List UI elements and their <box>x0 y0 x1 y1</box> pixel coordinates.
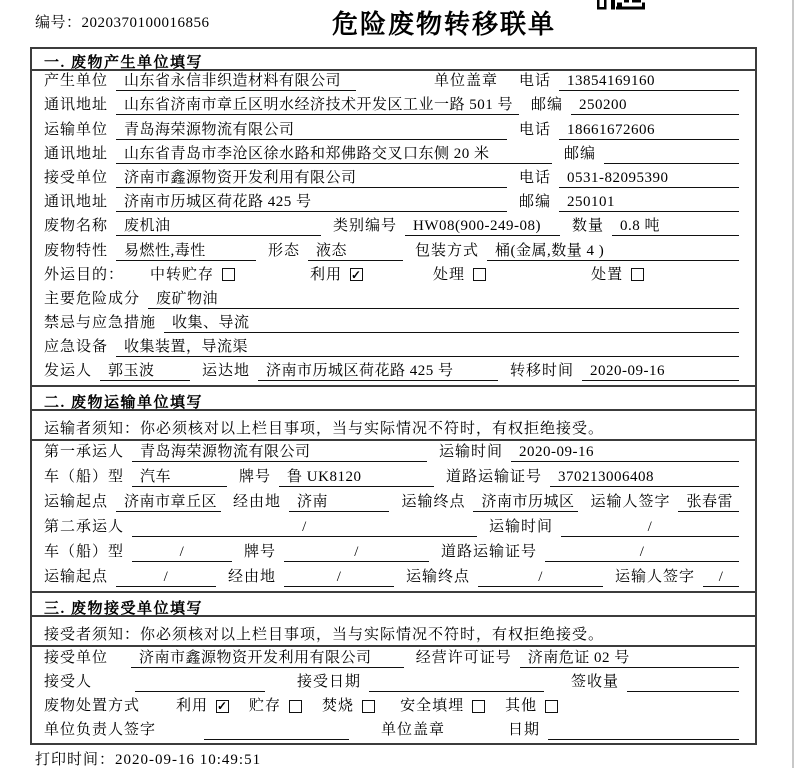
receiver-row-1 <box>32 672 755 696</box>
license-number-label: 经营许可证号 <box>415 649 512 666</box>
generator-row-10 <box>32 313 755 337</box>
carrier-signature2-field: / <box>703 568 739 587</box>
carrier-signature-label: 运输人签字 <box>590 494 671 511</box>
transport-address-field: 山东省青岛市李沧区徐水路和郑佛路交叉口东侧 20 米 <box>116 145 552 164</box>
manager-signature-field <box>204 721 349 740</box>
transport-phone-field: 18661672606 <box>559 121 739 140</box>
road-permit-label: 道路运输证号 <box>446 469 543 486</box>
second-carrier-label: 第二承运人 <box>44 519 125 536</box>
waste-property-field: 易燃性,毒性 <box>116 242 256 261</box>
road-permit2-field: / <box>545 543 739 562</box>
category-code-field: HW08(900-249-08) <box>405 217 560 236</box>
generator-row-0 <box>32 71 755 95</box>
transporter-row-1 <box>32 466 755 491</box>
transport-postcode-field <box>604 145 739 164</box>
purpose-transfer-storage-checkbox-label: 中转贮存 <box>150 266 215 283</box>
license-number-field: 济南危证 02 号 <box>520 649 739 668</box>
transport-unit-field: 青岛海荣源物流有限公司 <box>116 121 507 140</box>
serial-number-label: 编号： <box>35 15 82 31</box>
accept-person-field <box>135 673 265 692</box>
quantity-field: 0.8 吨 <box>612 217 739 236</box>
physical-state-label: 形态 <box>268 242 301 259</box>
vehicle-type2-label: 车（船）型 <box>44 544 125 561</box>
physical-state-field: 液态 <box>308 242 403 261</box>
generator-address-field: 山东省济南市章丘区明水经济技术开发区工业一路 501 号 <box>116 96 519 115</box>
consignor-field: 郭玉波 <box>100 362 190 381</box>
unit-seal2-label: 单位盖章 <box>381 722 446 739</box>
carrier-signature2-label: 运输人签字 <box>615 569 696 586</box>
transporter-row-4 <box>32 541 755 566</box>
purpose-dispose-checkbox-box <box>631 268 644 281</box>
main-hazard-label: 主要危险成分 <box>44 290 141 307</box>
receiver-postcode-field: 250101 <box>559 193 739 212</box>
emergency-equipment-label: 应急设备 <box>44 339 109 356</box>
road-permit-field: 370213006408 <box>550 468 739 487</box>
section-header-generator: 一. 废物产生单位填写 <box>32 49 755 71</box>
waste-property-label: 废物特性 <box>44 242 109 259</box>
purpose-dispose-checkbox-label: 处置 <box>591 266 624 283</box>
origin2-field: / <box>116 568 216 587</box>
purpose-utilize-checkbox-box: ✓ <box>351 267 363 282</box>
receiver-unit-label: 接受单位 <box>44 169 109 186</box>
transport-phone-label: 电话 <box>518 121 551 138</box>
first-carrier-field: 青岛海荣源物流有限公司 <box>132 443 427 462</box>
terminal2-field: / <box>478 568 603 587</box>
purpose-treat-checkbox <box>433 266 486 285</box>
transport-date2-field: / <box>561 518 739 537</box>
receiver-notice: 接受者须知：你必须核对以上栏目事项，当与实际情况不符时，有权拒绝接受。 <box>32 617 755 647</box>
via-field: 济南 <box>289 493 389 512</box>
generator-row-11 <box>32 337 755 361</box>
transporter-row-0 <box>32 441 755 466</box>
transporter-row-3 <box>32 516 755 541</box>
emergency-measures-label: 禁忌与应急措施 <box>44 315 157 332</box>
print-time <box>35 748 261 769</box>
vehicle-type2-field: / <box>132 543 232 562</box>
receiver-phone-field: 0531-82095390 <box>559 169 739 188</box>
disposal-secure-landfill-checkbox-label: 安全填埋 <box>400 698 465 714</box>
plate-number2-field: / <box>284 543 429 562</box>
receiver-phone-label: 电话 <box>518 169 551 186</box>
disposal-utilize-checkbox-label: 利用 <box>176 698 209 714</box>
generator-postcode-field: 250200 <box>571 96 739 115</box>
disposal-store-checkbox-box <box>289 700 302 713</box>
disposal-other-checkbox-label: 其他 <box>505 698 538 714</box>
terminal-field: 济南市历城区 <box>473 493 578 512</box>
main-hazard-field: 废矿物油 <box>148 290 739 309</box>
window-right-edge <box>792 0 794 768</box>
receiver-row-2 <box>32 696 755 720</box>
accept-unit-field: 济南市鑫源物资开发利用有限公司 <box>131 649 404 668</box>
disposal-utilize-checkbox-box: ✓ <box>217 699 229 713</box>
plate-number-field: 鲁 UK8120 <box>279 468 434 487</box>
origin-label: 运输起点 <box>44 494 109 511</box>
receiver-postcode-label: 邮编 <box>518 194 551 211</box>
vehicle-type-field: 汽车 <box>132 468 227 487</box>
generator-row-8 <box>32 265 755 289</box>
print-time-label: 打印时间： <box>35 752 116 768</box>
generator-row-4 <box>32 168 755 192</box>
section-header-transporter: 二. 废物运输单位填写 <box>32 385 755 411</box>
disposal-incinerate-checkbox-label: 焚烧 <box>322 698 355 714</box>
generator-row-1 <box>32 95 755 119</box>
generator-row-6 <box>32 216 755 240</box>
receiver-row-3 <box>32 720 755 744</box>
packing-method-field: 桶(金属,数量 4 ) <box>487 242 739 261</box>
terminal-label: 运输终点 <box>401 494 466 511</box>
seal-date-label: 日期 <box>508 722 541 739</box>
destination-field: 济南市历城区荷花路 425 号 <box>258 362 498 381</box>
waste-name-field: 废机油 <box>116 217 321 236</box>
origin2-label: 运输起点 <box>44 569 109 586</box>
second-carrier-field: / <box>132 518 477 537</box>
disposal-secure-landfill-checkbox <box>400 697 485 716</box>
seal-date-field <box>548 721 739 740</box>
disposal-store-checkbox-label: 贮存 <box>249 698 282 714</box>
road-permit2-label: 道路运输证号 <box>441 544 538 561</box>
generator-row-12 <box>32 361 755 385</box>
disposal-other-checkbox-box <box>545 700 558 713</box>
purpose-treat-checkbox-label: 处理 <box>433 266 466 283</box>
generator-row-7 <box>32 240 755 264</box>
serial-number-value: 2020370100016856 <box>81 15 210 31</box>
generator-phone-field: 13854169160 <box>559 72 739 91</box>
quantity-label: 数量 <box>572 218 605 235</box>
purpose-treat-checkbox-box <box>473 268 486 281</box>
packing-method-label: 包装方式 <box>415 242 480 259</box>
disposal-store-checkbox <box>249 697 302 716</box>
consignor-label: 发运人 <box>44 363 93 380</box>
form-table <box>30 47 757 745</box>
receiver-address-field: 济南市历城区荷花路 425 号 <box>116 193 507 212</box>
received-quantity-field <box>627 673 739 692</box>
transport-date-field: 2020-09-16 <box>511 443 739 462</box>
unit-seal-label: 单位盖章 <box>434 73 499 90</box>
transfer-date-field: 2020-09-16 <box>582 362 739 381</box>
disposal-secure-landfill-checkbox-box <box>472 700 485 713</box>
disposal-incinerate-checkbox-box <box>362 700 375 713</box>
receiver-row-0 <box>32 647 755 671</box>
disposal-other-checkbox <box>505 697 558 716</box>
transporter-row-5 <box>32 566 755 591</box>
purpose-dispose-checkbox <box>591 266 644 285</box>
disposal-utilize-checkbox <box>176 697 229 716</box>
generator-row-9 <box>32 289 755 313</box>
first-carrier-label: 第一承运人 <box>44 444 125 461</box>
generator-row-5 <box>32 192 755 216</box>
received-quantity-label: 签收量 <box>571 673 620 690</box>
via2-label: 经由地 <box>228 569 277 586</box>
print-time-value: 2020-09-16 10:49:51 <box>115 752 262 768</box>
generator-address-label: 通讯地址 <box>44 97 109 114</box>
terminal2-label: 运输终点 <box>406 569 471 586</box>
vehicle-type-label: 车（船）型 <box>44 469 125 486</box>
accept-date-label: 接受日期 <box>297 673 362 690</box>
generator-unit-field: 山东省永信非织造材料有限公司 <box>116 72 356 91</box>
accept-date-field <box>369 673 544 692</box>
waste-name-label: 废物名称 <box>44 218 109 235</box>
manager-signature-label: 单位负责人签字 <box>44 722 157 739</box>
purpose-transfer-storage-checkbox <box>150 266 235 285</box>
disposal-incinerate-checkbox <box>322 697 375 716</box>
purpose-transfer-storage-checkbox-box <box>222 268 235 281</box>
via2-field: / <box>284 568 394 587</box>
carrier-signature-field: 张春雷 <box>678 493 739 512</box>
receiver-address-label: 通讯地址 <box>44 194 109 211</box>
purpose-utilize-checkbox <box>310 266 363 285</box>
purpose-utilize-checkbox-label: 利用 <box>310 266 343 283</box>
disposal-method-label: 废物处置方式 <box>44 698 141 714</box>
accept-unit-label: 接受单位 <box>44 649 109 666</box>
transport-postcode-label: 邮编 <box>563 145 596 162</box>
generator-postcode-label: 邮编 <box>531 97 564 114</box>
generator-phone-label: 电话 <box>518 73 551 90</box>
plate-number2-label: 牌号 <box>244 544 277 561</box>
generator-row-3 <box>32 144 755 168</box>
emergency-measures-field: 收集、导流 <box>164 314 739 333</box>
destination-label: 运达地 <box>202 363 251 380</box>
accept-person-label: 接受人 <box>44 673 93 690</box>
transport-date2-label: 运输时间 <box>489 519 554 536</box>
receiver-unit-field: 济南市鑫源物资开发利用有限公司 <box>116 169 507 188</box>
generator-row-2 <box>32 119 755 143</box>
origin-field: 济南市章丘区 <box>116 493 221 512</box>
emergency-equipment-field: 收集装置，导流渠 <box>116 338 739 357</box>
transporter-notice: 运输者须知：你必须核对以上栏目事项，当与实际情况不符时，有权拒绝接受。 <box>32 411 755 441</box>
transporter-row-2 <box>32 491 755 516</box>
transfer-date-label: 转移时间 <box>510 363 575 380</box>
transport-unit-label: 运输单位 <box>44 121 109 138</box>
page-title: 危险废物转移联单 <box>331 10 556 39</box>
via-label: 经由地 <box>233 494 282 511</box>
section-header-receiver: 三. 废物接受单位填写 <box>32 591 755 617</box>
outbound-purpose-label: 外运目的： <box>44 266 125 283</box>
plate-number-label: 牌号 <box>239 469 272 486</box>
transport-address-label: 通讯地址 <box>44 145 109 162</box>
generator-unit-label: 产生单位 <box>44 73 109 90</box>
transport-date-label: 运输时间 <box>439 444 504 461</box>
qr-code-fragment-icon <box>597 0 649 10</box>
category-code-label: 类别编号 <box>333 218 398 235</box>
